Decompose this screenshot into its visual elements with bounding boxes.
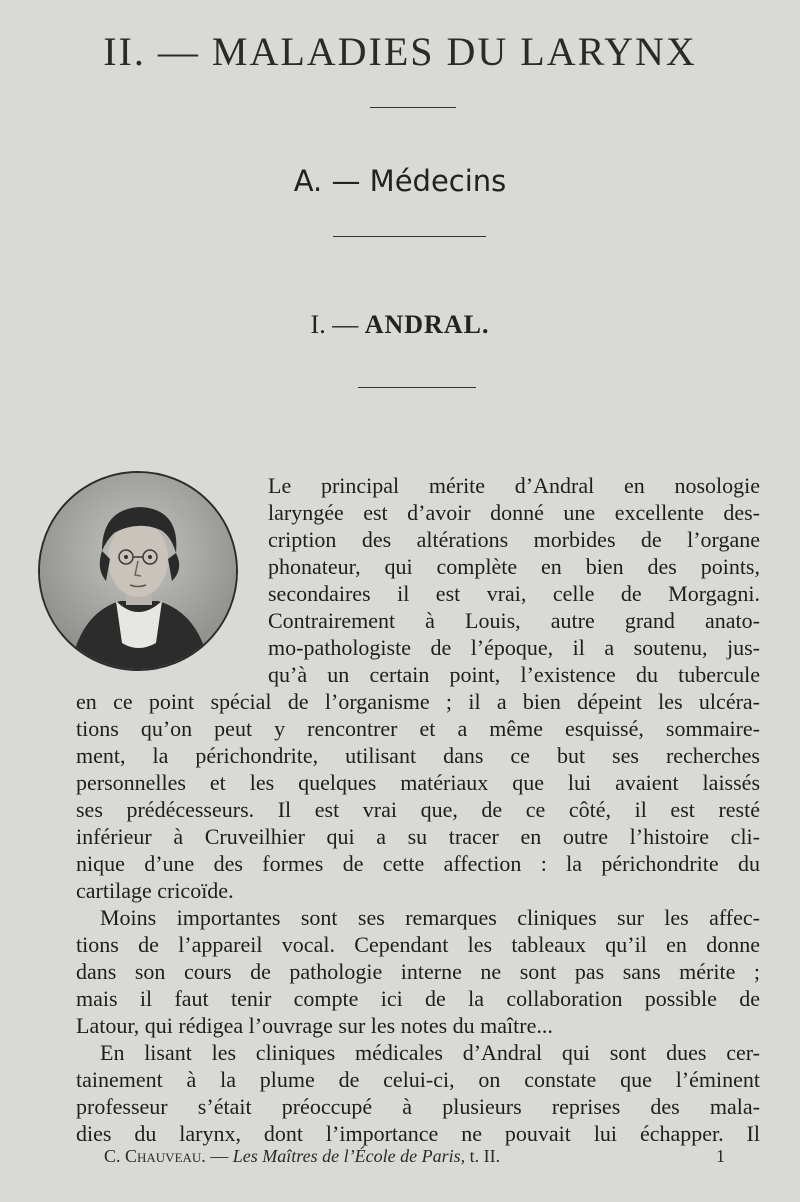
footer-citation (104, 1146, 500, 1167)
text-line: personnelles et les quelques matériaux que lui avaient laissés (76, 770, 760, 795)
text-line: cription des altérations morbides de l’organe (268, 527, 760, 552)
text-line: mais il faut tenir compte ici de la collaboration possible de (76, 986, 760, 1011)
text-line: cartilage cricoïde. (76, 878, 234, 903)
text-line: laryngée est d’avoir donné une excellente des- (268, 500, 760, 525)
text-line: dies du larynx, dont l’importance ne pouvait lui échapper. Il (76, 1121, 760, 1146)
footer-volume: t. II. (469, 1146, 501, 1166)
chapter-title: II. — MALADIES DU LARYNX (103, 29, 697, 74)
text-line: professeur s’était préoccupé à plusieurs reprises des mala- (76, 1094, 760, 1119)
text-line: Latour, qui rédigea l’ouvrage sur les notes du maître... (76, 1013, 553, 1038)
text-line: tainement à la plume de celui-ci, on constate que l’éminent (76, 1067, 760, 1092)
divider-rule (333, 236, 486, 237)
text-line: En lisant les cliniques médicales d’Andral qui sont dues cer- (100, 1040, 760, 1065)
footer-author: C. Chauveau. (104, 1146, 206, 1166)
text-line: secondaires il est vrai, celle de Morgagni. (268, 581, 760, 606)
text-line: ment, la périchondrite, utilisant dans ce but ses recherches (76, 743, 760, 768)
text-line: Moins importantes sont ses remarques cliniques sur les affec- (100, 905, 760, 930)
text-line: ses prédécesseurs. Il est vrai que, de ce côté, il est resté (76, 797, 760, 822)
divider-rule (370, 107, 456, 108)
footer-dash: — (210, 1146, 229, 1166)
text-line: mo-pathologiste de l’époque, il a soutenu, jus- (268, 635, 760, 660)
subsection-number: I. — (310, 310, 359, 339)
page-footer (104, 1146, 725, 1167)
text-line: inférieur à Cruveilhier qui a su tracer en outre l’histoire cli- (76, 824, 760, 849)
section-title: A. — Médecins (293, 164, 507, 198)
footer-book-title: Les Maîtres de l’École de Paris, (232, 1146, 466, 1166)
text-line: Le principal mérite d’Andral en nosologie (268, 473, 760, 498)
text-line: phonateur, qui complète en bien des points, (268, 554, 760, 579)
text-line: Contrairement à Louis, autre grand anato- (268, 608, 760, 633)
subsection-title (0, 310, 800, 340)
text-line: qu’à un certain point, l’existence du tubercule (268, 662, 760, 687)
text-line: nique d’une des formes de cette affection : la périchondrite du (76, 851, 760, 876)
portrait-medallion (38, 471, 238, 671)
text-line: dans son cours de pathologie interne ne sont pas sans mérite ; (76, 959, 760, 984)
text-line: en ce point spécial de l’organisme ; il a bien dépeint les ulcéra- (76, 689, 760, 714)
page-number: 1 (716, 1146, 725, 1166)
text-line: tions de l’appareil vocal. Cependant les tableaux qu’il en donne (76, 932, 760, 957)
divider-rule (358, 387, 476, 388)
subsection-name: ANDRAL. (364, 310, 490, 339)
portrait-engraving (40, 473, 236, 669)
text-line: tions qu’on peut y rencontrer et a même esquissé, sommaire- (76, 716, 760, 741)
